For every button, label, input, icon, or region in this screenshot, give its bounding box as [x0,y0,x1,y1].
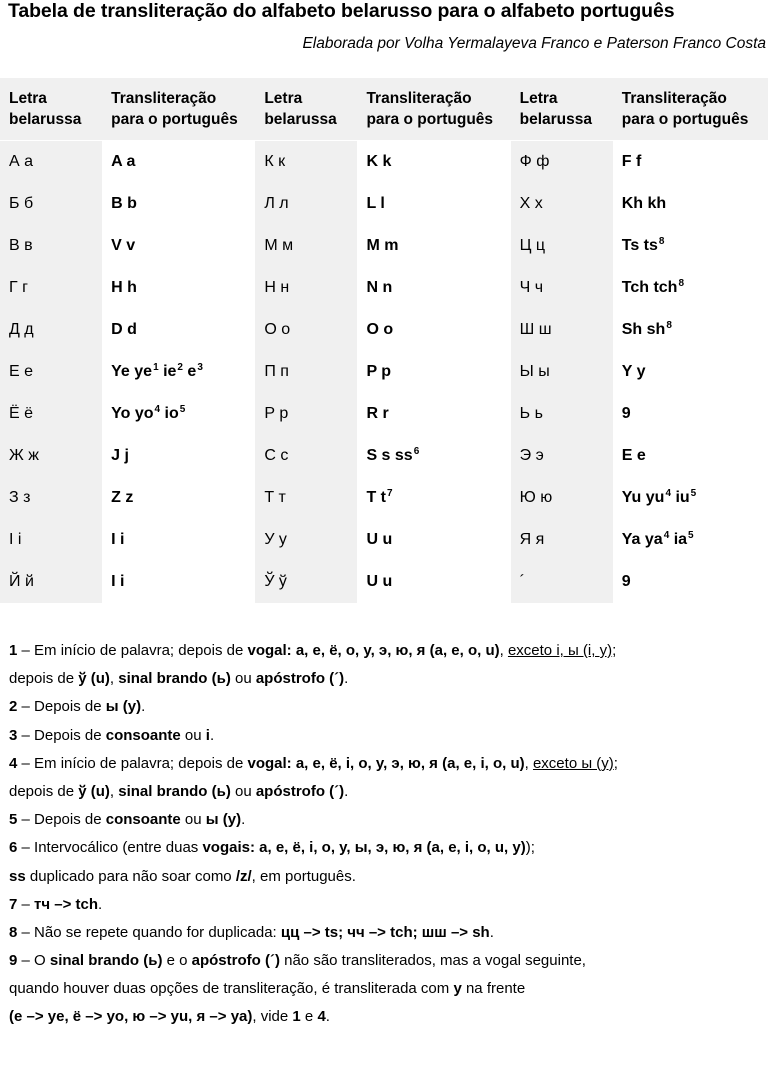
transliteration-cell: P p [357,351,510,393]
transliteration-cell: S s $ss^6$ [357,435,510,477]
page-subtitle: Elaborada por Volha Yermalayeva Franco e Paterson Franco Costa [302,35,766,52]
transliteration-cell: U u [357,519,510,561]
table-header-row [0,78,768,141]
belarusian-letter-cell: Я я [511,519,613,561]
footnote-ref: 6 [413,446,420,457]
footnote-ref-cell: 9 [613,561,768,603]
footnote-6: 6 – Intervocálico (entre duas vogais: а, е, ё, і, о, у, ы, э, ю, я (a, e, i, o, u, y)); [9,839,535,857]
footnote-ref: 3 [197,362,203,373]
footnote-ref: 8 [658,236,665,247]
transliteration-cell: Ye $ye^1$ $ie^2$ $e^3$ [102,351,255,393]
belarusian-letter-cell: П п [255,351,357,393]
footnote-4: 4 – Em início de palavra; depois de vogal: а, е, ё, і, о, у, э, ю, я (a, e, i, o, u), exceto ы (y); [9,754,618,772]
belarusian-letter-cell: К к [255,141,357,184]
belarusian-letter-cell: Й й [0,561,102,603]
belarusian-letter-cell: Ў ў [255,561,357,603]
footnote-5: 5 – Depois de consoante ou ы (y). [9,811,246,829]
transliteration-cell: I i [102,519,255,561]
transliteration-cell: L l [357,183,510,225]
belarusian-letter-cell: Ь ь [511,393,613,435]
belarusian-letter-cell: Ш ш [511,309,613,351]
transliteration-cell: F f [613,141,768,184]
transliteration-cell: Yo $yo^4$ $io^5$ [102,393,255,435]
transliteration-cell: Ts $ts^8$ [613,225,768,267]
belarusian-letter-cell: Т т [255,477,357,519]
belarusian-letter-cell: Ч ч [511,267,613,309]
footnote-3: 3 – Depois de consoante ou і. [9,726,215,744]
transliteration-cell: T $t^7$ [357,477,510,519]
footnote-9-cont: (е –> ye, ё –> yo, ю –> yu, я –> ya), vide 1 e 4. [9,1008,330,1026]
belarusian-letter-cell: Р р [255,393,357,435]
header-transliteration: Transliteração para o português [102,78,255,141]
footnote-2: 2 – Depois de ы (y). [9,698,146,716]
footnote-9-cont: quando houver duas opções de transliteração, é transliterada com y na frente [9,980,526,998]
belarusian-letter-cell: М м [255,225,357,267]
belarusian-letter-cell: Ы ы [511,351,613,393]
footnote-7: 7 – тч –> tch. [9,895,103,913]
footnote-4-cont: depois de ў (u), sinal brando (ь) ou apóstrofo (´). [9,782,349,800]
belarusian-letter-cell: Л л [255,183,357,225]
belarusian-letter-cell: Н н [255,267,357,309]
belarusian-letter-cell: Ё ё [0,393,102,435]
belarusian-letter-cell: І і [0,519,102,561]
footnote-9: 9 – O sinal brando (ь) e o apóstrofo (´) não são transliterados, mas a vogal seguinte, [9,952,586,970]
belarusian-letter-cell: Б б [0,183,102,225]
table-row [0,561,768,603]
table-row [0,519,768,561]
belarusian-letter-cell: А а [0,141,102,184]
footnote-ref: 5 [688,530,694,541]
table-row [0,183,768,225]
belarusian-letter-cell: Ц ц [511,225,613,267]
table-row [0,435,768,477]
transliteration-cell: K k [357,141,510,184]
table-row [0,351,768,393]
table-row [0,267,768,309]
footnote-ref: 8 [666,320,672,331]
footnote-ref: 4 [154,404,161,415]
transliteration-cell: I i [102,561,255,603]
transliteration-cell: M m [357,225,510,267]
transliteration-cell: Z z [102,477,255,519]
header-letter: Letra belarussa [511,78,613,141]
belarusian-letter-cell: С с [255,435,357,477]
footnote-8: 8 – Não se repete quando for duplicada: цц –> ts; чч –> tch; шш –> sh. [9,923,494,941]
transliteration-cell: R r [357,393,510,435]
footnote-ref: 5 [179,404,186,415]
header-letter: Letra belarussa [255,78,357,141]
transliteration-cell: Sh $sh^8$ [613,309,768,351]
belarusian-letter-cell: Ж ж [0,435,102,477]
footnote-ref: 4 [665,488,671,499]
belarusian-letter-cell: Ю ю [511,477,613,519]
table-row [0,309,768,351]
belarusian-letter-cell: Э э [511,435,613,477]
transliteration-cell: J j [102,435,255,477]
belarusian-letter-cell: ´ [511,561,613,603]
header-transliteration: Transliteração para o português [357,78,510,141]
footnote-ref: 5 [690,488,697,499]
footnote-ref: 1 [153,362,159,373]
transliteration-cell: D d [102,309,255,351]
footnote-1-cont: depois de ў (u), sinal brando (ь) ou apóstrofo (´). [9,670,349,688]
transliteration-cell: Yu $yu^4$ $iu^5$ [613,477,768,519]
table-row [0,225,768,267]
transliteration-cell: Ya $ya^4$ $ia^5$ [613,519,768,561]
footnote-ref: 2 [177,362,183,373]
footnotes [9,637,759,1032]
transliteration-cell: Y y [613,351,768,393]
belarusian-letter-cell: В в [0,225,102,267]
belarusian-letter-cell: Х х [511,183,613,225]
transliteration-cell: U u [357,561,510,603]
header-letter: Letra belarussa [0,78,102,141]
transliteration-cell: B b [102,183,255,225]
table-row [0,141,768,184]
footnote-ref: 8 [678,278,685,289]
transliteration-cell: Kh kh [613,183,768,225]
belarusian-letter-cell: З з [0,477,102,519]
transliteration-cell: A a [102,141,255,184]
belarusian-letter-cell: О о [255,309,357,351]
table-row [0,393,768,435]
header-transliteration: Transliteração para o português [613,78,768,141]
belarusian-letter-cell: Е е [0,351,102,393]
footnote-ref: 7 [386,488,393,499]
footnote-ref: 4 [663,530,670,541]
transliteration-cell: H h [102,267,255,309]
footnote-ref-cell: 9 [613,393,768,435]
belarusian-letter-cell: Ф ф [511,141,613,184]
footnote-1: 1 – Em início de palavra; depois de vogal: а, е, ё, о, у, э, ю, я (a, e, o, u), exceto і, ы (i, y); [9,642,617,659]
belarusian-letter-cell: Д д [0,309,102,351]
page-title: Tabela de transliteração do alfabeto belarusso para o alfabeto português [8,0,675,22]
table-row [0,477,768,519]
transliteration-cell: N n [357,267,510,309]
belarusian-letter-cell: Г г [0,267,102,309]
transliteration-cell: E e [613,435,768,477]
transliteration-cell: V v [102,225,255,267]
belarusian-letter-cell: У у [255,519,357,561]
transliteration-cell: Tch tch$^8$ [613,267,768,309]
transliteration-cell: O o [357,309,510,351]
footnote-6-cont: ss duplicado para não soar como /z/, em português. [9,867,356,885]
transliteration-table [0,78,768,603]
